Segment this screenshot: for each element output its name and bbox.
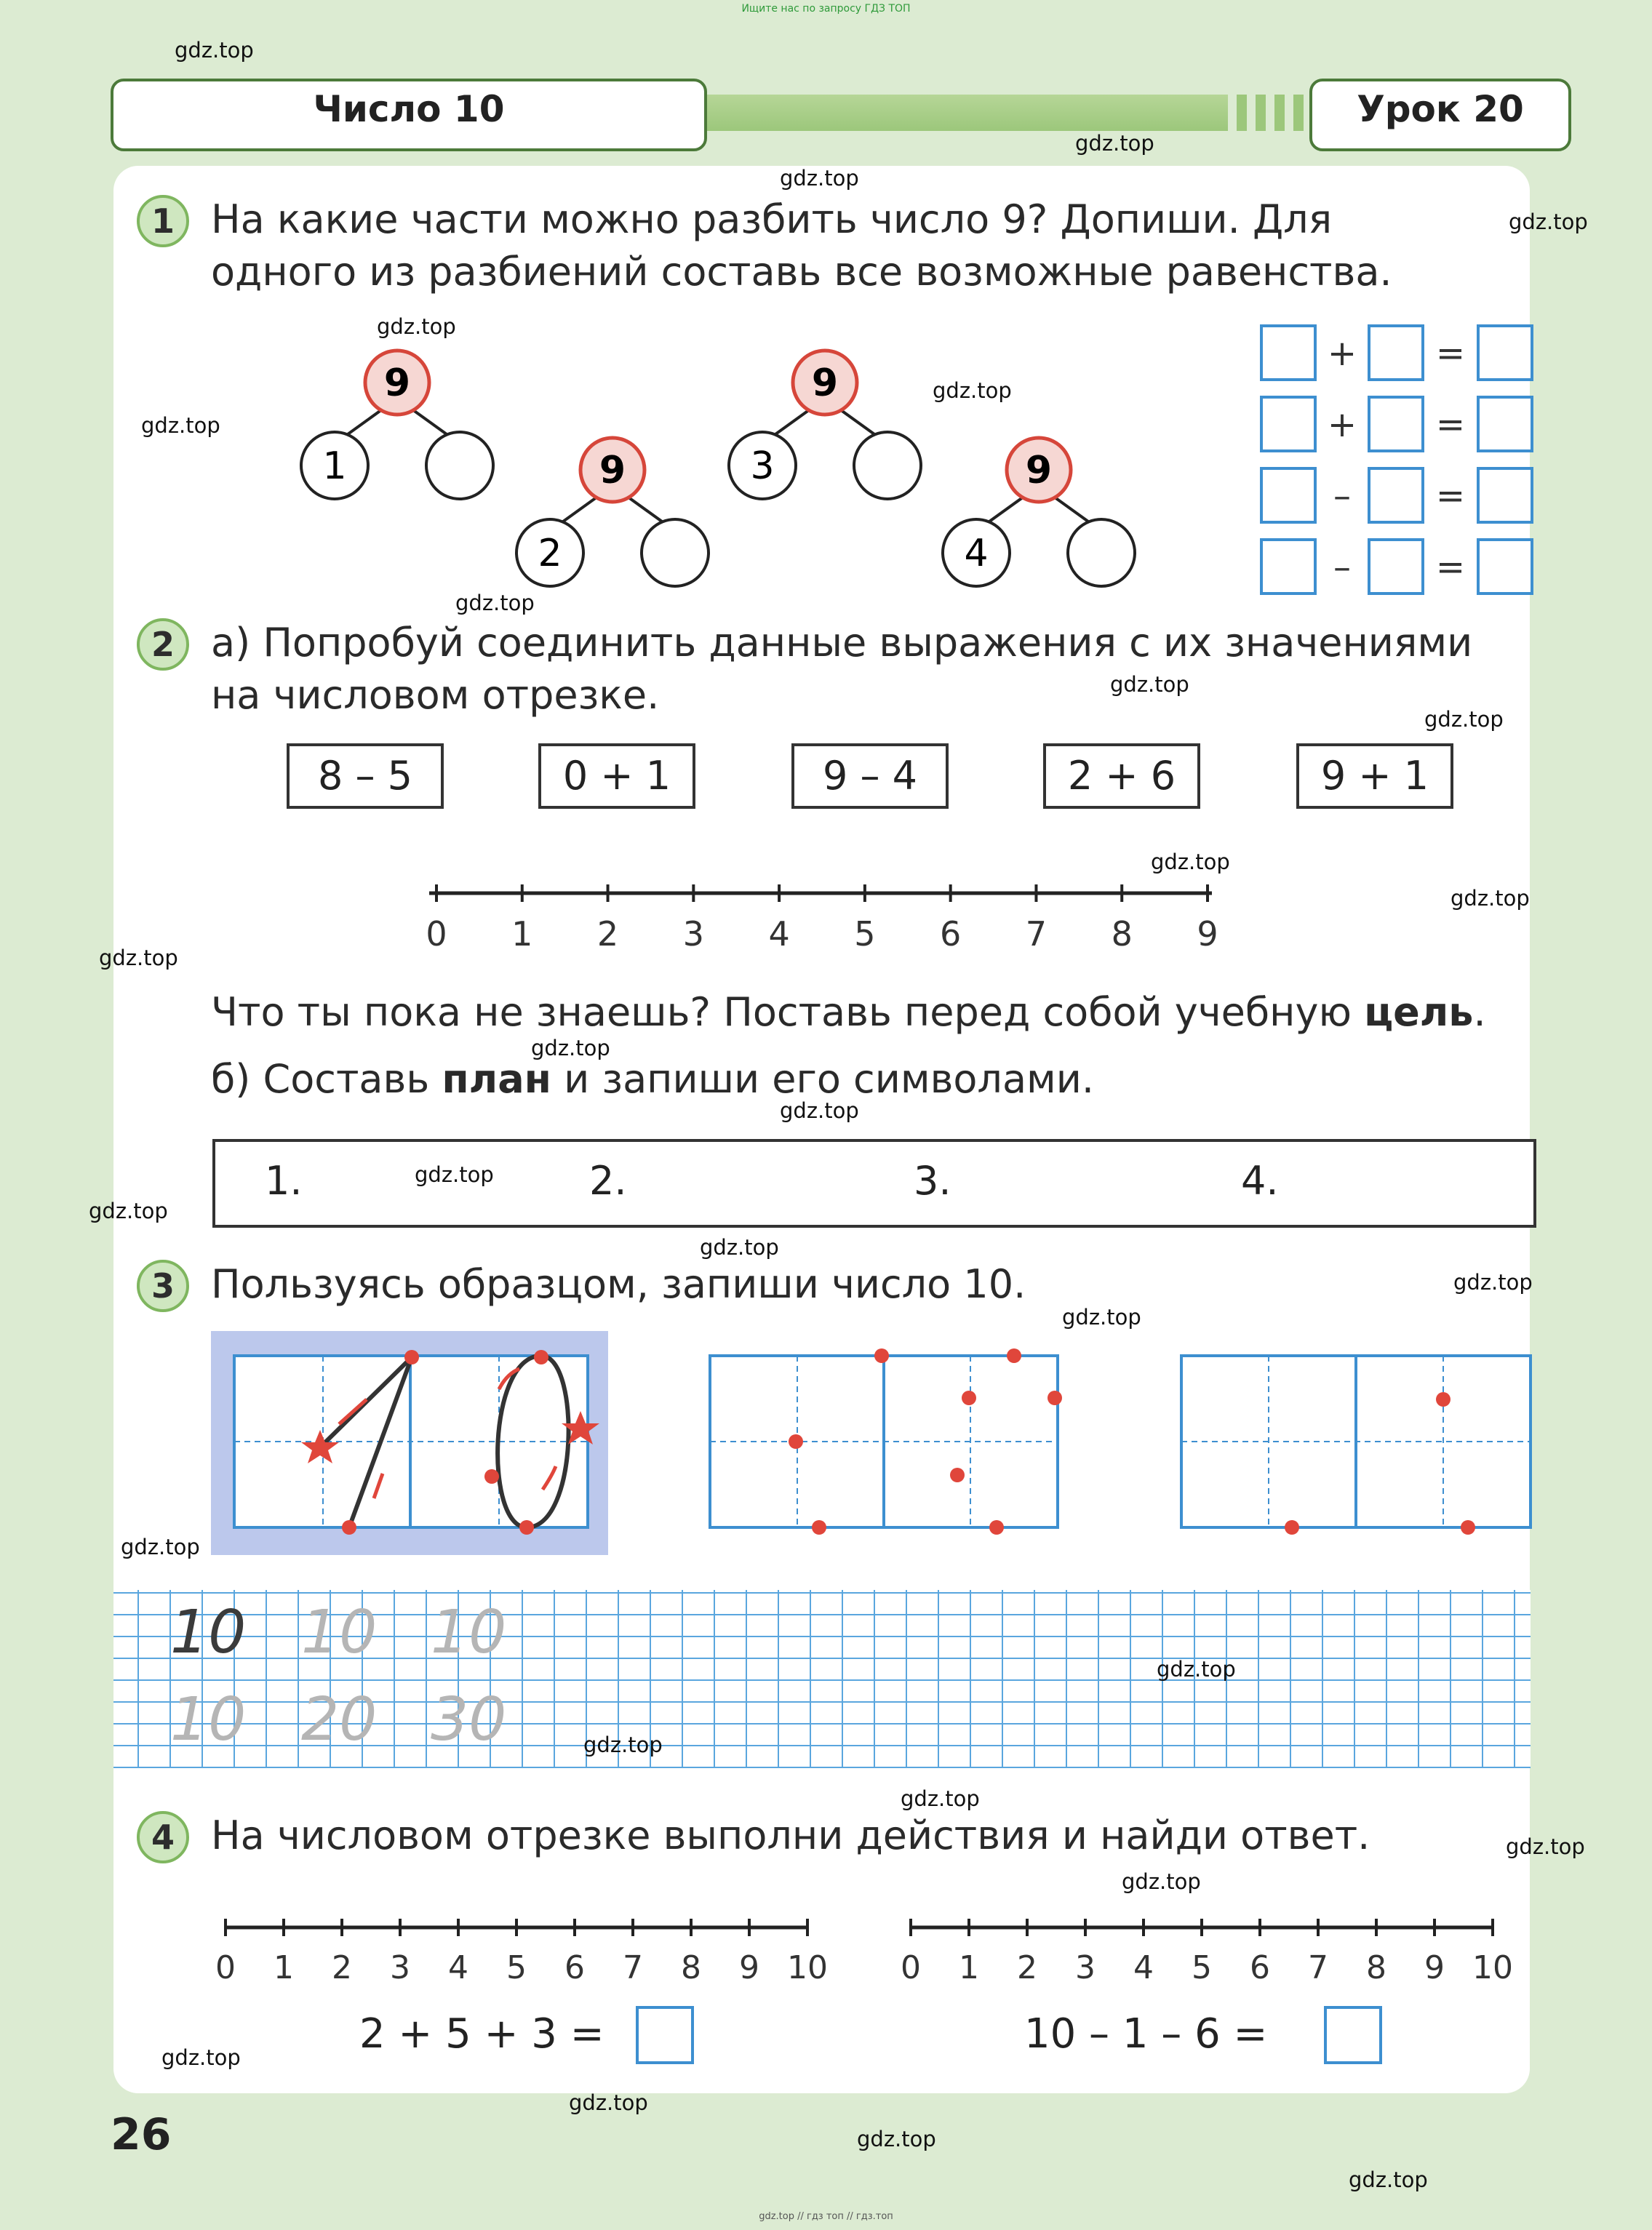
watermark: gdz.top [121,1535,200,1559]
task1-trees [276,335,1186,596]
task3-writing-samples [211,1331,1542,1564]
tree1-left-label: 1 [322,444,347,488]
tree3-top-label: 9 [811,361,839,405]
task4-badge: 4 [137,1811,189,1863]
task2-line-label-8: 8 [1111,914,1133,954]
watermark: gdz.top [1506,1834,1585,1859]
eq1-op: + [1327,333,1357,374]
sample-row1-item1: 10 [170,1598,247,1667]
task2-line-label-0: 0 [426,914,447,954]
sample-row2-item2: 20 [301,1685,378,1754]
task2-line-label-5: 5 [854,914,876,954]
watermark: gdz.top [1453,1270,1533,1295]
watermark: gdz.top [1075,131,1154,156]
task4-line2-label-9: 9 [1424,1949,1445,1986]
task4-line2-label-3: 3 [1075,1949,1096,1986]
watermark: gdz.top [531,1036,610,1060]
eq2-box-a[interactable] [1261,397,1315,451]
watermark: gdz.top [1151,850,1230,874]
expression-box-4[interactable]: 2 + 6 [1043,743,1200,809]
task2-question-text: Что ты пока не знаешь? Поставь перед собой учебную [211,989,1365,1035]
task4-line2-label-1: 1 [959,1949,979,1986]
task4-line1-label-5: 5 [506,1949,527,1986]
expression-box-1[interactable]: 8 – 5 [287,743,444,809]
task4-line2-label-7: 7 [1308,1949,1328,1986]
task4-line2-label-5: 5 [1192,1949,1212,1986]
eq2-op: + [1327,404,1357,445]
tree2-left-label: 2 [538,532,562,575]
watermark: gdz.top [1122,1869,1201,1894]
sample-row2-item3: 30 [431,1685,507,1754]
eq4-box-b[interactable] [1369,540,1423,594]
watermark: gdz.top [1110,672,1189,697]
tree3-left-label: 3 [750,444,775,488]
plan-box[interactable] [212,1139,1536,1228]
eq2-box-c[interactable] [1478,397,1532,451]
eq1-eq: = [1435,333,1466,374]
task4-line1-label-1: 1 [274,1949,294,1986]
task3-text: Пользуясь образцом, запиши число 10. [211,1261,1026,1307]
eq4-box-c[interactable] [1478,540,1532,594]
watermark: gdz.top [933,378,1012,403]
task1-badge: 1 [137,195,189,247]
plan-item-1: 1. [265,1158,303,1204]
task4-line2-label-2: 2 [1017,1949,1037,1986]
task2-line-label-3: 3 [682,914,704,954]
watermark: gdz.top [141,413,220,438]
task4-line1-label-6: 6 [564,1949,585,1986]
task4-number-line-1 [204,1906,844,1993]
task2-b-plan: план [442,1056,551,1102]
task4-line1-label-7: 7 [623,1949,643,1986]
task4-line2-label-10: 10 [1472,1949,1513,1986]
eq4-op: – [1333,547,1351,588]
tree4-left-label: 4 [964,532,989,575]
expression-box-2[interactable]: 0 + 1 [538,743,695,809]
tree2-top-label: 9 [599,449,626,492]
task4-expression-2: 10 – 1 – 6 = [1024,2010,1268,2058]
header-topic: Число 10 [111,79,707,151]
task4-number-line-2 [889,1906,1529,1993]
task2-line-label-7: 7 [1025,914,1048,954]
tree4-right-node[interactable] [1068,519,1135,586]
watermark: gdz.top [1424,707,1504,732]
watermark: gdz.top [175,38,254,63]
watermark: gdz.top [780,166,859,191]
eq1-box-a[interactable] [1261,326,1315,380]
task4-text: На числовом отрезке выполни действия и найди ответ. [211,1813,1370,1858]
task2-line-label-1: 1 [511,914,533,954]
eq1-box-b[interactable] [1369,326,1423,380]
watermark: gdz.top [583,1733,663,1757]
task2-line-label-9: 9 [1197,914,1218,954]
bottom-note: gdz.top // гдз топ // гдз.топ [759,2211,893,2222]
eq3-box-a[interactable] [1261,468,1315,522]
task4-line1-label-4: 4 [448,1949,468,1986]
eq2-eq: = [1435,404,1466,445]
task4-answer-1[interactable] [636,2006,694,2064]
task2-b-text [211,1053,1094,1106]
task4-line1-label-10: 10 [787,1949,828,1986]
header-strip [704,95,1228,131]
eq1-box-c[interactable] [1478,326,1532,380]
top-note: Ищите нас по запросу ГДЗ ТОП [741,3,911,15]
watermark: gdz.top [377,314,456,339]
header-lesson: Урок 20 [1309,79,1571,151]
watermark: gdz.top [99,946,178,970]
task4-line1-label-8: 8 [681,1949,701,1986]
watermark: gdz.top [780,1098,859,1123]
tree3-right-node[interactable] [854,432,921,499]
watermark: gdz.top [415,1162,494,1187]
page-number: 26 [111,2109,172,2160]
watermark: gdz.top [89,1199,168,1223]
task3-practice-grid[interactable] [113,1590,1531,1772]
expression-box-3[interactable]: 9 – 4 [791,743,949,809]
task4-line2-label-0: 0 [901,1949,921,1986]
watermark: gdz.top [1062,1305,1141,1330]
task2-question-end: . [1473,989,1486,1035]
task2-b-part2: и запиши его символами. [551,1056,1095,1102]
watermark: gdz.top [161,2045,241,2070]
watermark: gdz.top [455,591,535,615]
task1-text-line2: одного из разбиений составь все возможные равенства. [211,249,1392,295]
task2-badge: 2 [137,618,189,671]
watermark: gdz.top [857,2127,936,2151]
tree1-top-label: 9 [383,361,411,405]
eq3-box-c[interactable] [1478,468,1532,522]
watermark: gdz.top [569,2090,648,2115]
tree2-right-node[interactable] [642,519,709,586]
watermark: gdz.top [1451,886,1530,911]
task2-line-label-6: 6 [940,914,962,954]
watermark: gdz.top [1509,209,1588,234]
task4-line1-label-2: 2 [332,1949,352,1986]
sample-row2-item1: 10 [170,1685,247,1754]
eq3-box-b[interactable] [1369,468,1423,522]
expression-box-5[interactable]: 9 + 1 [1296,743,1453,809]
tree1-right-node[interactable] [426,432,493,499]
tree4-top-label: 9 [1025,449,1053,492]
eq4-eq: = [1435,547,1466,588]
task2-number-line [407,873,1237,960]
watermark: gdz.top [1349,2167,1428,2192]
plan-item-4: 4. [1241,1158,1279,1204]
task4-line1-label-9: 9 [739,1949,759,1986]
task2-line-label-2: 2 [596,914,619,954]
task4-line2-label-8: 8 [1366,1949,1386,1986]
eq3-eq: = [1435,476,1466,516]
sample-row1-item3: 10 [431,1598,507,1667]
task2-text-a-line1: а) Попробуй соединить данные выражения с их значениями [211,620,1473,666]
task4-expression-1: 2 + 5 + 3 = [359,2010,604,2058]
task4-line2-label-4: 4 [1133,1949,1154,1986]
task4-line1-label-0: 0 [215,1949,236,1986]
task2-question [211,986,1486,1039]
watermark: gdz.top [700,1235,779,1260]
task4-answer-2[interactable] [1324,2006,1382,2064]
plan-item-2: 2. [589,1158,627,1204]
task2-line-label-4: 4 [768,914,790,954]
task2-text-a-line2: на числовом отрезке. [211,672,660,718]
sample-row1-item2: 10 [301,1598,378,1667]
task3-badge: 3 [137,1260,189,1312]
task4-line2-label-6: 6 [1250,1949,1270,1986]
task2-b-part1: б) Составь [211,1056,442,1102]
watermark: gdz.top [1157,1657,1236,1682]
task1-text-line1: На какие части можно разбить число 9? Допиши. Для [211,196,1333,242]
watermark: gdz.top [901,1786,980,1811]
task4-line1-label-3: 3 [390,1949,410,1986]
plan-item-3: 3. [914,1158,951,1204]
eq2-box-b[interactable] [1369,397,1423,451]
eq3-op: – [1333,476,1351,516]
task1-equations [1258,320,1542,604]
eq4-box-a[interactable] [1261,540,1315,594]
task2-question-goal: цель [1364,989,1474,1035]
